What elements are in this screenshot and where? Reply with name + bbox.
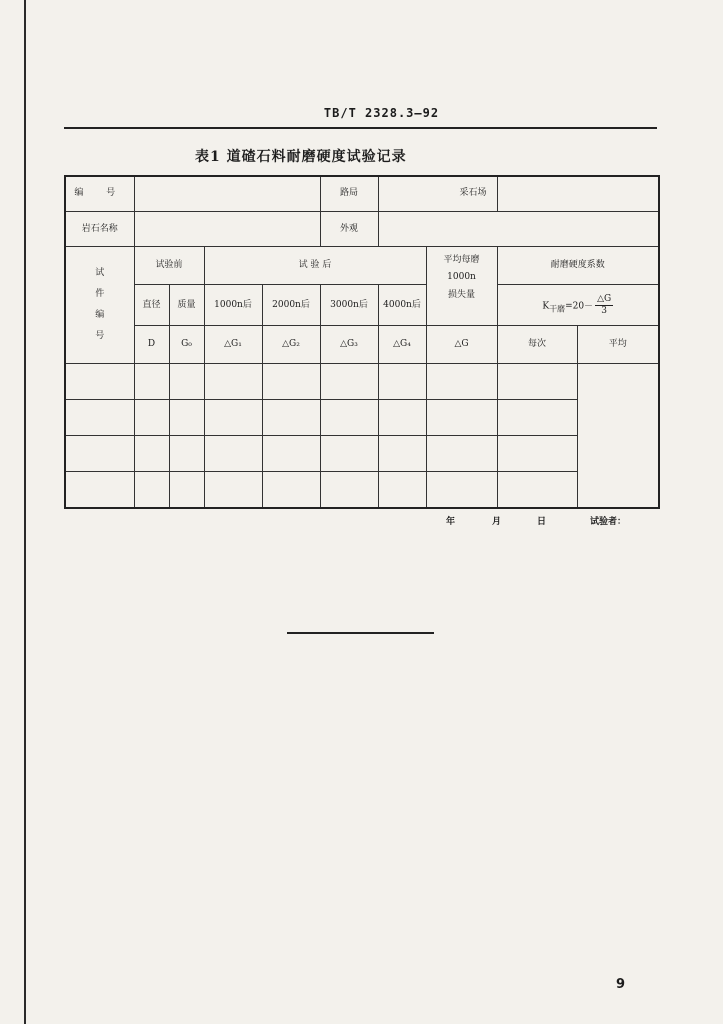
symbol-dg3: △G₃ <box>320 326 378 363</box>
rock-name-label: 岩石名称 <box>65 212 134 247</box>
symbol-d: D <box>134 326 169 363</box>
symbol-dg4: △G₄ <box>378 326 426 363</box>
info-row-1 <box>65 176 659 212</box>
number-label: 编 号 <box>65 176 134 212</box>
year-label: 年 <box>446 517 456 527</box>
diameter-header: 直径 <box>134 285 169 326</box>
end-rule <box>287 632 434 634</box>
table-row <box>65 435 659 471</box>
avg-loss-header: 平均每磨 1000n 损失量 <box>426 247 497 326</box>
appearance-value-cell <box>378 212 659 247</box>
header-rule <box>64 127 657 129</box>
appearance-label: 外观 <box>320 212 378 247</box>
header-row-2 <box>65 285 659 326</box>
binding-margin-line <box>24 0 26 1024</box>
after-1000-header: 1000n后 <box>204 285 262 326</box>
road-bureau-label: 路局 <box>320 176 378 212</box>
coefficient-formula: K干磨=20－ $\frac{\triangle G}{3}$ <box>497 285 659 326</box>
mass-header: 质量 <box>169 285 204 326</box>
symbol-dg1: △G₁ <box>204 326 262 363</box>
standard-number: TB/T 2328.3—92 <box>323 106 440 120</box>
header-row-1 <box>65 247 659 285</box>
after-2000-header: 2000n后 <box>262 285 320 326</box>
each-time-header: 每次 <box>497 326 577 363</box>
header-row-3 <box>65 326 659 363</box>
table-row <box>65 363 659 399</box>
test-record-table <box>64 175 660 509</box>
after-3000-header: 3000n后 <box>320 285 378 326</box>
quarry-value-cell <box>497 176 659 212</box>
number-value-cell <box>134 176 320 212</box>
symbol-dg: △G <box>426 326 497 363</box>
table-row <box>65 471 659 508</box>
specimen-number-header: 试 件 编 号 <box>65 247 134 363</box>
table-row <box>65 399 659 435</box>
rock-name-value-cell <box>134 212 320 247</box>
quarry-label: 采石场 <box>378 176 497 212</box>
symbol-dg2: △G₂ <box>262 326 320 363</box>
average-value-cell <box>577 363 659 508</box>
coefficient-header: 耐磨硬度系数 <box>497 247 659 285</box>
info-row-2 <box>65 212 659 247</box>
day-label: 日 <box>537 517 547 527</box>
page-number: 9 <box>616 977 626 992</box>
month-label: 月 <box>492 517 502 527</box>
after-4000-header: 4000n后 <box>378 285 426 326</box>
symbol-g0: G₀ <box>169 326 204 363</box>
table-title: 表1 道碴石料耐磨硬度试验记录 <box>195 149 407 165</box>
before-test-header: 试验前 <box>134 247 204 285</box>
after-test-header: 试 验 后 <box>204 247 426 285</box>
tester-label: 试验者： <box>590 517 627 527</box>
average-header: 平均 <box>577 326 659 363</box>
